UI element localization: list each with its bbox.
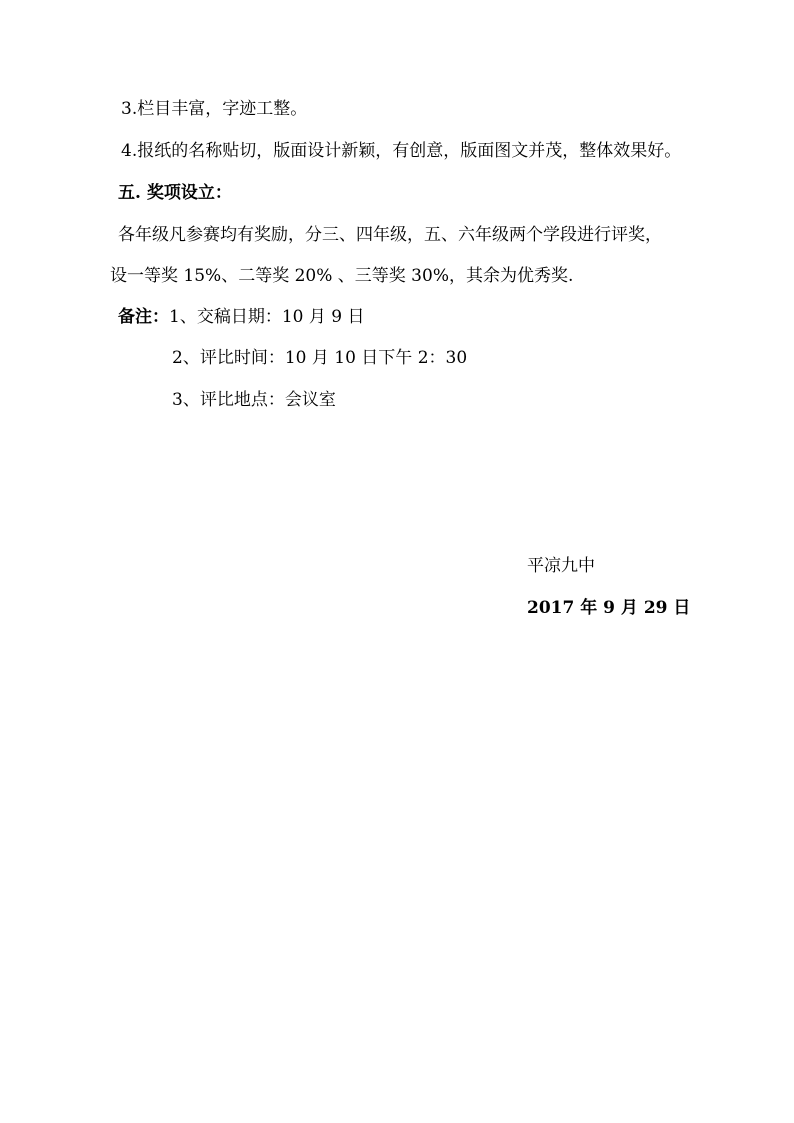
- signature-date: 2017 年 9 月 29 日: [527, 598, 691, 618]
- signature-organization: 平凉九中: [527, 556, 595, 576]
- notes-first-line: [118, 306, 364, 328]
- note-submission-date: 1、交稿日期：10 月 9 日: [169, 307, 365, 327]
- criteria-item-3: 3.栏目丰富，字迹工整。: [121, 99, 308, 119]
- section-5-heading: 五. 奖项设立：: [118, 183, 232, 203]
- notes-label: 备注：: [118, 307, 169, 327]
- awards-paragraph-line-1: 各年级凡参赛均有奖励，分三、四年级，五、六年级两个学段进行评奖，: [118, 225, 662, 245]
- criteria-item-4: 4.报纸的名称贴切，版面设计新颖，有创意，版面图文并茂，整体效果好。: [121, 141, 682, 161]
- note-judging-location: 3、评比地点：会议室: [172, 390, 336, 410]
- awards-paragraph-line-2: 设一等奖 15%、二等奖 20% 、三等奖 30%，其余为优秀奖.: [110, 266, 574, 286]
- note-judging-time: 2、评比时间：10 月 10 日下午 2：30: [172, 348, 468, 368]
